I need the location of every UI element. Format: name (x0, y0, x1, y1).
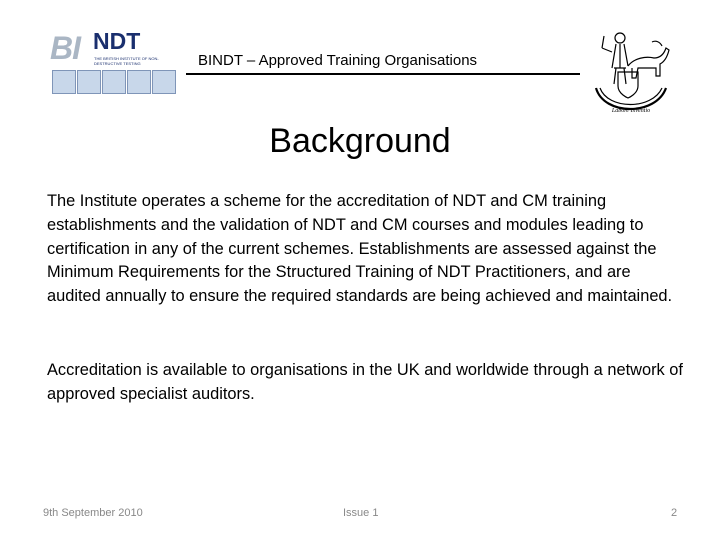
body-paragraph: Accreditation is available to organisations in the UK and worldwide through a network of approved specialist auditors. (47, 361, 683, 403)
logo-ndt-letters: NDT (93, 28, 141, 54)
logo-subtitle: THE BRITISH INSTITUTE OF NON-DESTRUCTIVE TESTING (94, 56, 159, 66)
logo-tile-icon (52, 70, 76, 94)
header-title: BINDT – Approved Training Organisations (198, 52, 478, 69)
crest-motto: Labore Inventio (611, 108, 651, 114)
logo-bi-letters: BI (50, 30, 80, 66)
logo-tile-icon (102, 70, 126, 94)
footer-date: 9th September 2010 (43, 507, 143, 519)
footer-page-number: 2 (671, 507, 678, 519)
footer-issue: Issue 1 (343, 507, 379, 519)
bindt-logo (50, 28, 176, 94)
logo-tile-icon (152, 70, 176, 94)
slide-title: Background (269, 122, 451, 160)
logo-image-strip (52, 70, 176, 94)
header-title-bar (186, 51, 580, 75)
logo-tile-icon (127, 70, 151, 94)
coat-of-arms-icon (590, 28, 672, 120)
logo-tile-icon (77, 70, 101, 94)
body-paragraph: The Institute operates a scheme for the accreditation of NDT and CM training establishments and the validation of NDT and CM courses and modules leading to certification in any of the current schemes. Establishments are assessed against the Minimum Requirements for the Structured Training of NDT Practitioners, and are audited annually to ensure the required standards are being achieved and maintained. (47, 192, 673, 306)
